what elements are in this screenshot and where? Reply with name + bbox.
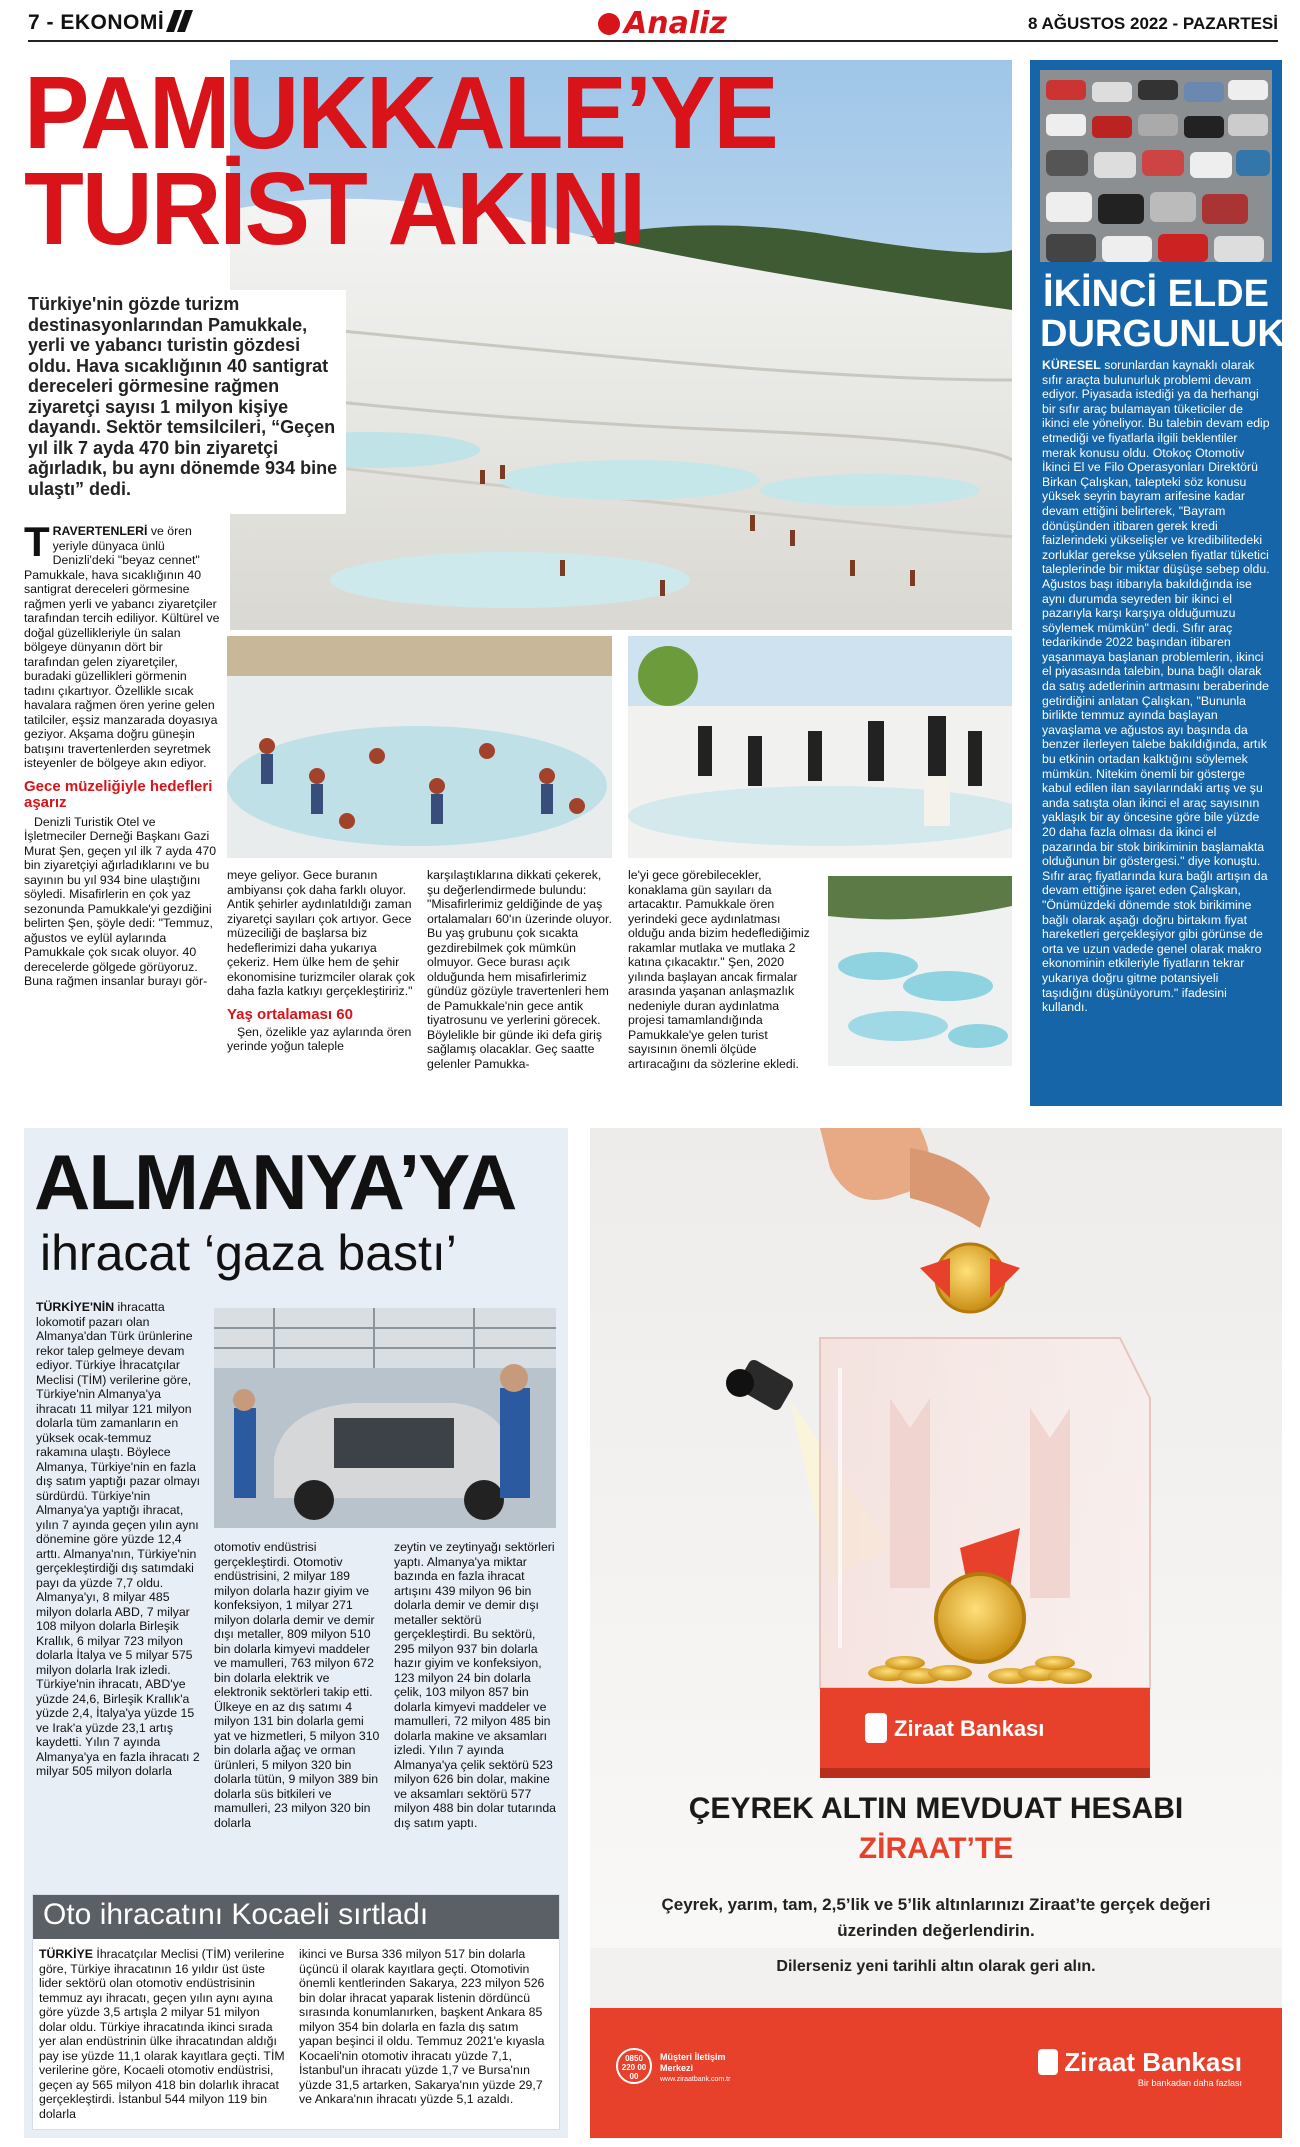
- almanya-col1-text: ihracatta lokomotif pazarı olan Almanya'dan Türk ürünlerine rekor talep gelmeye devam ediyor. Türkiye İhracatçılar Meclisi (TİM) verilerine göre, Türkiye'nin Almanya'ya ihracatı 11 milyar 121 milyon dolarla tüm zamanların en yüksek ocak-temmuz rakamına ulaştı. Böylece Almanya, Türkiye'nin en fazla dış satım yaptığı pazar olmayı sürdürdü. Türkiye'nin Almanya'ya yaptığı ihracat, yılın 7 ayında geçen yılın aynı dönemine göre yüzde 12,4 arttı. Almanya'nın, Türkiye'nin gerçekleştirdiği dış satımdaki payı da yüzde 7,7 oldu. Almanya'yı, 8 milyar 485 milyon dolarla ABD, 7 milyar 108 milyon dolarla Birleşik Krallık, 6 milyar 723 milyon dolarla İtalya ve 5 milyar 575 milyon dolarla Irak izledi. Türkiye'nin ihracatı, ABD'ye yüzde 24,6, Birleşik Krallık'a yüzde 2,4, İtalya'ya yüzde 15 ve Irak'a yüzde 23,1 artış kaydetti. Yılın 7 ayında Almanya'ya en fazla ihracatı 2 milyar 505 milyon dolarla: [36, 1300, 201, 1778]
- pamukkale-column-3: [427, 868, 617, 1071]
- oto-col1-text: İhracatçılar Meclisi (TİM) verilerine göre, Türkiye ihracatının 16 yıldır üst üste lider sektörü olan otomotiv endüstrisinin temmuz ayı ihracatı, geçen yılın aynı ayına göre yüzde 3,5 artışla 2 milyar 51 milyon dolar oldu. Türkiye ihracatında ikinci sırada yer alan endüstrinin ülke ihracatından aldığı pay ise yüzde 11,1 olarak kayıtlara geçti. TİM verilerine göre, Kocaeli otomotiv endüstrisi, geçen ay 565 milyon 418 bin dolarlık ihracat gerçekleştirdi. İstanbul 544 milyon 119 bin dolarla: [39, 1947, 285, 2121]
- logo-mark-icon: [598, 13, 620, 35]
- issue-date: 8 AĞUSTOS 2022 - PAZARTESİ: [1027, 14, 1278, 33]
- twitter-icon[interactable]: [1129, 2118, 1141, 2130]
- ziraat-advertisement: [590, 1128, 1282, 2138]
- ziraat-slogan: Bir bankadan daha fazlası: [1137, 2078, 1242, 2088]
- col3-text: karşılaştıklarına dikkati çekerek, şu değerlendirmede bulundu: "Misafirlerimiz geldiğinde de yaş ortalamaları 60'ın üzerinde oluyor. Bu yaş grubunu çok sıcakta gezdirebilmek çok mümkün olmuyor. Gece burası açık olduğunda hem misafirlerimiz gündüz gözüyle travertenleri hem de Pamukkale'nin gece antik tiyatrosunu ve yerlerini görecek. Böylelikle bir günde iki defa giriş sağlamış olacaklar. Geç saatte gelenler Pamukka-: [427, 868, 612, 1071]
- col1b-text: Denizli Turistik Otel ve İşletmeciler Derneği Başkanı Gazi Murat Şen, geçen yıl ilk 7 ayda 470 bin ziyaretçiyi ağırladıklarını ve bu sayının bu yıl 934 bine ulaştığını söyledi. Misafirlerin en çok yaz sezonunda Pamukkale'yi gezdiğini belirten Şen, şöyle dedi: "Temmuz, ağustos ve eylül aylarında Pamukkale çok sıcak oluyor. 40 derecelerde gölgede görüyoruz. Buna rağmen insanlar burayı gör-: [24, 814, 217, 988]
- social-handle[interactable]: /ziraatbankasi: [1190, 2120, 1252, 2131]
- intro-text: Türkiye'nin gözde turizm destinasyonlarından Pamukkale, yerli ve yabancı turistin gözdesi oldu. Hava sıcaklığının 40 santigrat dereceleri görmesine rağmen ziyaretçi sayısı 1 milyon kişiye dayandı. Sektör temsilcileri, “Geçen yıl ilk 7 ayda 470 bin ziyaretçi ağırladık, bu aynı dönemde 934 bine ulaştı” dedi.: [28, 294, 338, 499]
- subheading-average-age: Yaş ortalaması 60: [227, 1005, 353, 1023]
- facebook-icon[interactable]: [1144, 2118, 1156, 2130]
- ikinci-body: [1042, 358, 1272, 1015]
- oto-lead-word: TÜRKİYE: [39, 1947, 93, 1961]
- ikinci-headline: [1040, 273, 1285, 355]
- col1-text: ve ören yeriyle dünyaca ünlü Denizli'deki "beyaz cennet" Pamukkale, hava sıcaklığının 40 santigrat dereceleri görmesine rağmen yerli ve yabancı ziyaretçiler tarafından tercih ediliyor. Kültürel ve doğal güzellikleriyle ün salan bölgeye dünyanın dört bir tarafından gelen ziyaretçiler, buradaki güzellikleri görmenin tadını çıkartıyor. Özellikle sıcak havalara rağmen ören yerine gelen tatilciler, eşsiz manzarada doyasıya geziyor. Akşama doğru güneşin batışını travertenlerden seyretmek isteyenler de bölgeye akın ediyor.: [24, 524, 220, 770]
- headline-line-2: TURİST AKINI: [24, 150, 645, 267]
- ikinci-body-text: sorunlardan kaynaklı olarak sıfır araçta bulunurluk problemi devam ediyor. Piyasada istediği ya da herhangi bir sıfır araç bulamayan tüketiciler de ikinci ele yöneliyor. Bu talebin devam edip etmediği ve fiyatlarla ilgili beklentiler merak konusu oldu. Otokoç Otomotiv İkinci El ve Filo Operasyonları Direktörü Birkan Çalışkan, talepteki söz konusu yüksek seyrin bayram arifesine kadar devam ettiğini belirterek, "Bayram dönüşünden itibaren gerek kredi faizlerindeki yükselişler ve kredibilitedeki zorluklar gerekse yükselen fiyatlar tüketici taleplerinde bir miktar düşüşe sebep oldu. Ağustos başı itibarıyla bakıldığında ise aynı durumda seyreden bir ikinci el pazarıyla karşı karşıya olduğumuzu söylemek mümkün" dedi. Sıfır araç tedarikinde 2022 başından itibaren yaşanmaya başlanan problemlerin, ikinci el piyasasında talebin, buna bağlı olarak da satış adetlerinin artmasını beraberinde getirdiğini anlatan Çalışkan, "Bununla birlikte temmuz ayında başlayan yavaşlama ve ağustos ayı başında da benzer ilerleyen talebe bakıldığında, artık bu etkinin ortadan kalktığını söylemek mümkün. Nitekim önemli bir gösterge kabul edilen ilan sayılarındaki artış ve şu anda satışta olan ikinci el araç sayısının yaklaşık bir ay öncesine göre bile yüzde 20 daha fazla olması da ikinci el pazarında bir stok birikiminin başlamakta olduğunun bir göstergesi." diye konuştu. Sıfır araç fiyatlarında kura bağlı artışın da devam ettiğine işaret eden Çalışkan, "Önümüzdeki dönemde stok birikimine bağlı olarak aşağı doğru birtakım fiyat hareketleri gerçekleşiyor gibi görünse de orta ve uzun vadede genel olarak makro ekonominin etkileriyle fiyatların tekrar yukarıya doğru gitme potansiyeli taşıdığını düşünüyorum." ifadesini kullandı.: [1042, 358, 1270, 1015]
- section-label: 7 - EKONOMİ: [28, 10, 189, 35]
- almanya-column-1: [36, 1300, 204, 1779]
- ad-body: Çeyrek, yarım, tam, 2,5’lik ve 5’lik altınlarınızı Ziraat’te gerçek değeri üzerinden değerlendirin.: [661, 1895, 1211, 1940]
- tourists-walking-photo: [628, 636, 1012, 858]
- ikinci-headline-line-1: İKİNCİ ELDE: [1043, 273, 1269, 315]
- oto-headline: Oto ihracatını Kocaeli sırtladı: [33, 1895, 559, 1939]
- pamukkale-intro: [24, 290, 346, 514]
- col2b-text: Şen, özelikle yaz aylarında ören yerinde yoğun taleple: [227, 1024, 412, 1053]
- body-text: [24, 518, 220, 771]
- almanya-headline-1: ALMANYA’YA: [34, 1138, 516, 1226]
- oto-box: [32, 1894, 560, 2130]
- almanya-headline-2: ihracat ‘gaza bastı’: [40, 1225, 457, 1281]
- car-factory-photo: [214, 1308, 556, 1528]
- pamukkale-column-1: [24, 518, 220, 989]
- ikinci-headline-line-2: DURGUNLUK: [1040, 313, 1285, 355]
- box-brand-text: Ziraat Bankası: [894, 1716, 1045, 1741]
- page-header: [28, 8, 1278, 42]
- pamukkale-aerial-photo: [828, 876, 1012, 1066]
- ad-subtitle: ZİRAAT’TE: [858, 1832, 1014, 1865]
- ziraat-logo-text: Ziraat Bankası: [1064, 2047, 1242, 2077]
- col2-text: meye geliyor. Gece buranın ambiyansı çok daha farklı oluyor. Antik şehirler aydınlatıldığı zaman ziyaretçi sayıları çok artıyor. Gece müzeciliği de başlarsa biz hedeflerimizi daha yukarıya çekeriz. Hem ülke hem de şehir ekonomisine turizmciler olarak çok daha fazla katkıyı gerçekleştiririz.": [227, 868, 415, 998]
- car-lot-photo: [1040, 70, 1272, 262]
- headline-line-1: PAMUKKALE’YE: [24, 54, 777, 171]
- almanya-column-2: otomotiv endüstrisi gerçekleştirdi. Otomotiv endüstrisini, 2 milyar 189 milyon dolarla hazır giyim ve konfeksiyon, 1 milyar 271 milyon dolarla demir ve demir dışı metaller, 809 milyon 510 bin dolarla kimyevi maddeler ve mamulleri, 763 milyon 672 bin dolarla elektrik ve elektronik sektörleri takip etti. Ülkeye en az dış satımı 4 milyon 131 bin dolarla gemi yat ve hizmetleri, 5 milyon 310 bin dolarla ağaç ve orman ürünleri, 5 milyon 320 bin dolarla tütün, 9 milyon 389 bin dolarla süs bitkileri ve mamulleri, 23 milyon 320 bin dolarla: [214, 1540, 380, 1830]
- ad-title: ÇEYREK ALTIN MEVDUAT HESABI: [688, 1792, 1184, 1825]
- ikinci-lead-word: KÜRESEL: [1042, 358, 1101, 372]
- social-links: [1129, 2118, 1252, 2131]
- dropcap: T: [24, 518, 50, 565]
- youtube-icon[interactable]: [1174, 2119, 1188, 2130]
- oto-column-1: [39, 1947, 289, 2121]
- newspaper-logo: Analiz: [598, 6, 727, 41]
- ziraat-logo-icon: [1038, 2049, 1058, 2075]
- pamukkale-headline: [24, 54, 844, 267]
- subheading-night-museum: Gece müzeliğiyle hedefleri aşarız: [24, 777, 213, 811]
- almanya-column-3: zeytin ve zeytinyağı sektörleri yaptı. Almanya'ya miktar bazında en fazla ihracat artışını 439 milyon 96 bin dolarla demir ve demir dışı metaller sektörü gerçekleştirdi. Bu sektörü, 295 milyon 937 bin dolarla hazır giyim ve konfeksiyon, 123 milyon 24 bin dolarla çelik, 103 milyon 857 bin dolarla kimyevi maddeler ve mamulleri, 72 milyon 485 bin dolarla makine ve aksamları izledi. Yılın 7 ayında Almanya'ya çelik sektörü 523 milyon 626 bin dolar, makine ve aksamları sektörü 577 milyon 488 bin dolar tutarında dış satım yaptı.: [394, 1540, 557, 1830]
- col4-text: le'yi gece görebilecekler, konaklama gün sayıları da artacaktır. Pamukkale ören yerindeki gece aydınlatması olduğu anda bizim hedeflediğimiz rakamlar mutlaka ve mutlaka 2 katına çıkacaktır." Şen, 2020 yılında başlayan ancak firmalar arasında yaşanan anlaşmazlık nedeniyle duran aydınlatma projesi tamamlandığında Pamukkale'ye gelen turist sayısının önemli ölçüde artıracağını da sözlerine ekledi.: [628, 868, 810, 1071]
- pamukkale-column-4: [628, 868, 816, 1071]
- hotline: [616, 2048, 916, 2088]
- almanya-section: [24, 1128, 568, 2138]
- lead-word: RAVERTENLERİ: [52, 524, 148, 538]
- footer-ziraat-logo: [1038, 2048, 1242, 2088]
- website-link[interactable]: www.ziraatbank.com.tr: [660, 2076, 731, 2083]
- ad-body-2: Dilerseniz yeni tarihli altın olarak geri alın.: [776, 1958, 1096, 1975]
- instagram-icon[interactable]: [1159, 2118, 1171, 2130]
- tourists-pool-photo: [227, 636, 612, 858]
- ikinci-elde-sidebar: [1030, 60, 1285, 1106]
- pamukkale-column-2: [227, 868, 417, 1054]
- hotline-icon: 0850 220 00 00: [616, 2048, 652, 2084]
- hotline-label: Müşteri İletişim Merkezi: [660, 2052, 726, 2073]
- almanya-lead-word: TÜRKİYE'NİN: [36, 1300, 115, 1314]
- oto-column-2: ikinci ve Bursa 336 milyon 517 bin dolarla üçüncü il olarak kayıtlara geçti. Otomotivin önemli kentlerinden Sakarya, 223 milyon 526 bin dolar ihracat yaparak listenin dördüncü sırasında konumlanırken, başkent Ankara 85 milyon 354 bin dolarla en fazla dış satım yapan beşinci il oldu. Temmuz 2021'e kıyasla Kocaeli'nin otomotiv ihracatı yüzde 7,1, İstanbul'un ihracatı yüzde 1,7 ve Bursa'nın yüzde 31,5 artarken, Sakarya'nın yüzde 29,7 ve Ankara'nın ihracatı yüzde 5,1 azaldı.: [299, 1947, 545, 2106]
